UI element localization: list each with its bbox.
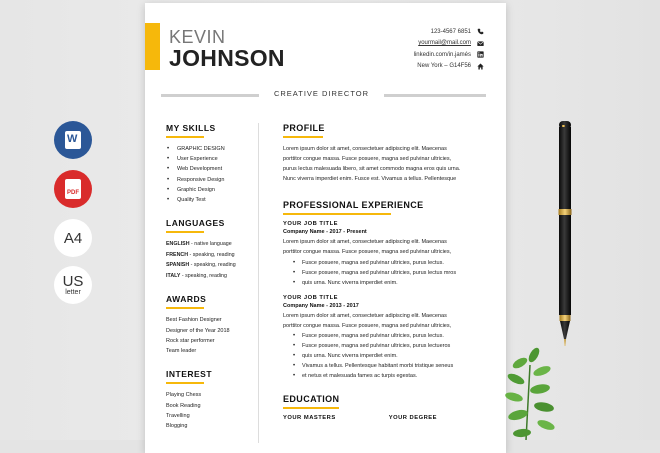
interest-item: Book Reading <box>166 402 201 409</box>
job-bullet-continued: • quis urna. Nunc viverra imperdiet enim. <box>293 278 483 288</box>
job-bullet: • Fusce posuere, magna sed pulvinar ultricies, purus lectus mros <box>293 268 483 278</box>
awards-list <box>166 315 254 356</box>
left-column <box>166 123 254 432</box>
home-icon <box>477 63 484 70</box>
education-row <box>283 415 483 421</box>
job-title: YOUR JOB TITLE <box>283 221 338 228</box>
skill-item: • GRAPHIC DESIGN <box>166 144 254 154</box>
award-item: Team leader <box>166 348 197 355</box>
masters-heading: YOUR MASTERS <box>283 414 336 421</box>
right-column <box>283 123 483 421</box>
skill-item: • Quality Test <box>166 195 254 205</box>
profile-underline <box>283 136 323 138</box>
last-name: JOHNSON <box>169 45 285 71</box>
header-accent-bar <box>145 23 160 70</box>
job-entry <box>283 221 483 287</box>
language-item: ITALY - speaking, reading <box>166 272 227 279</box>
resume-sheet <box>145 3 506 453</box>
interest-heading: INTEREST <box>166 369 213 380</box>
skills-heading: MY SKILLS <box>166 123 216 133</box>
first-name: KEVIN <box>169 27 226 47</box>
pen-image <box>557 121 573 346</box>
contact-email <box>414 38 484 49</box>
experience-heading: PROFESSIONAL EXPERIENCE <box>283 200 424 211</box>
a4-label: A4 <box>63 229 83 247</box>
phone-text: 123-4567 6851 <box>430 28 471 35</box>
skills-underline <box>166 136 204 138</box>
us-label: US <box>62 272 84 290</box>
job-bullet: • Fusce posuere, magna sed pulvinar ultricies, purus lectus. <box>293 331 483 341</box>
education-heading: EDUCATION <box>283 393 340 404</box>
job-bullets <box>293 331 483 381</box>
company-dates: Company Name - 2013 - 2017 <box>283 302 359 309</box>
interest-item: Blogging <box>166 423 188 430</box>
word-icon <box>65 131 81 149</box>
job-title: YOUR JOB TITLE <box>283 294 338 301</box>
job-bullet-continued: • et netus et malesuada fames ac turpis egestas. <box>293 371 483 381</box>
education-underline <box>283 407 339 409</box>
job-description: Lorem ipsum dolor sit amet, consectetuer adipiscing elit. Maecenas porttitor congue massa. Fusce posuere, magna sed pulvinar ultricies, <box>283 312 452 329</box>
skill-item: • Responsive Design <box>166 175 254 185</box>
interest-item: Playing Chess <box>166 392 202 399</box>
job-bullets <box>293 258 483 288</box>
letter-label: letter <box>65 288 81 296</box>
contact-location <box>414 61 484 72</box>
interest-list <box>166 390 254 431</box>
job-bullet: • Fusce posuere, magna sed pulvinar ultricies, purus lectus. <box>293 258 483 268</box>
linkedin-icon <box>477 51 484 58</box>
contact-phone <box>414 26 484 37</box>
linkedin-text[interactable]: linkedin.com/in.jamés <box>413 51 471 58</box>
languages-heading: LANGUAGES <box>166 218 225 229</box>
languages-underline <box>166 231 204 233</box>
skill-item: • Web Development <box>166 164 254 174</box>
language-item: ENGLISH - native language <box>166 241 232 248</box>
email-link[interactable]: yourmail@mail.com <box>418 40 471 46</box>
job-role-title: CREATIVE DIRECTOR <box>273 89 370 98</box>
interest-underline <box>166 382 204 384</box>
skills-list <box>166 144 254 205</box>
location-text: New York – G14F56 <box>417 63 471 69</box>
job-bullet: • Vivamus a tellus. Pellentesque habitant morbi tristique seneus <box>293 361 483 371</box>
word-format-badge[interactable] <box>54 121 92 159</box>
degree-heading: YOUR DEGREE <box>388 414 438 421</box>
pdf-icon: PDF <box>65 179 81 199</box>
language-item: FRENCH - speaking, reading <box>166 251 235 258</box>
envelope-icon <box>477 40 484 47</box>
awards-heading: AWARDS <box>166 294 207 305</box>
plant-image <box>500 345 560 440</box>
job-bullet-continued: • quis urna. Nunc viverra imperdiet enim. <box>293 351 483 361</box>
job-description: Lorem ipsum dolor sit amet, consectetuer adipiscing elit. Maecenas porttitor congue massa. Fusce posuere, magna sed pulvinar ultricies, <box>283 239 452 256</box>
a4-size-badge[interactable] <box>54 219 92 257</box>
us-letter-size-badge[interactable] <box>54 266 92 304</box>
company-dates: Company Name - 2017 - Present <box>283 229 367 236</box>
title-rule-right <box>384 94 486 97</box>
skill-item: • User Experience <box>166 154 254 164</box>
job-bullet: • Fusce posuere, magna sed pulvinar ultricies, purus lectueros <box>293 341 483 351</box>
skill-item: • Graphic Design <box>166 185 254 195</box>
language-item: SPANISH - speaking, reading <box>166 262 236 269</box>
contact-linkedin <box>414 49 484 60</box>
pdf-format-badge[interactable] <box>54 170 92 208</box>
award-item: Designer of the Year 2018 <box>166 327 230 334</box>
experience-underline <box>283 213 391 215</box>
job-entry <box>283 295 483 382</box>
award-item: Best Fashion Designer <box>166 317 222 324</box>
profile-heading: PROFILE <box>283 123 325 133</box>
column-divider <box>258 123 259 443</box>
phone-icon <box>477 28 484 35</box>
awards-underline <box>166 307 204 309</box>
contact-block <box>414 26 484 72</box>
profile-paragraph: Lorem ipsum dolor sit amet, consectetuer adipiscing elit. Maecenas porttitor congue massa. Fusce posuere, magna sed pulvinar ultricies, purus lectus malesuada libero, sit amet commodo magna eros quis urna. Nunc viverra imperdiet enim. Fusce est. Vivamus a tellus. Pellentesque <box>283 146 461 183</box>
title-rule-left <box>161 94 259 97</box>
interest-item: Travelling <box>166 413 190 419</box>
languages-list <box>166 239 254 281</box>
award-item: Rock star performer <box>166 337 215 344</box>
